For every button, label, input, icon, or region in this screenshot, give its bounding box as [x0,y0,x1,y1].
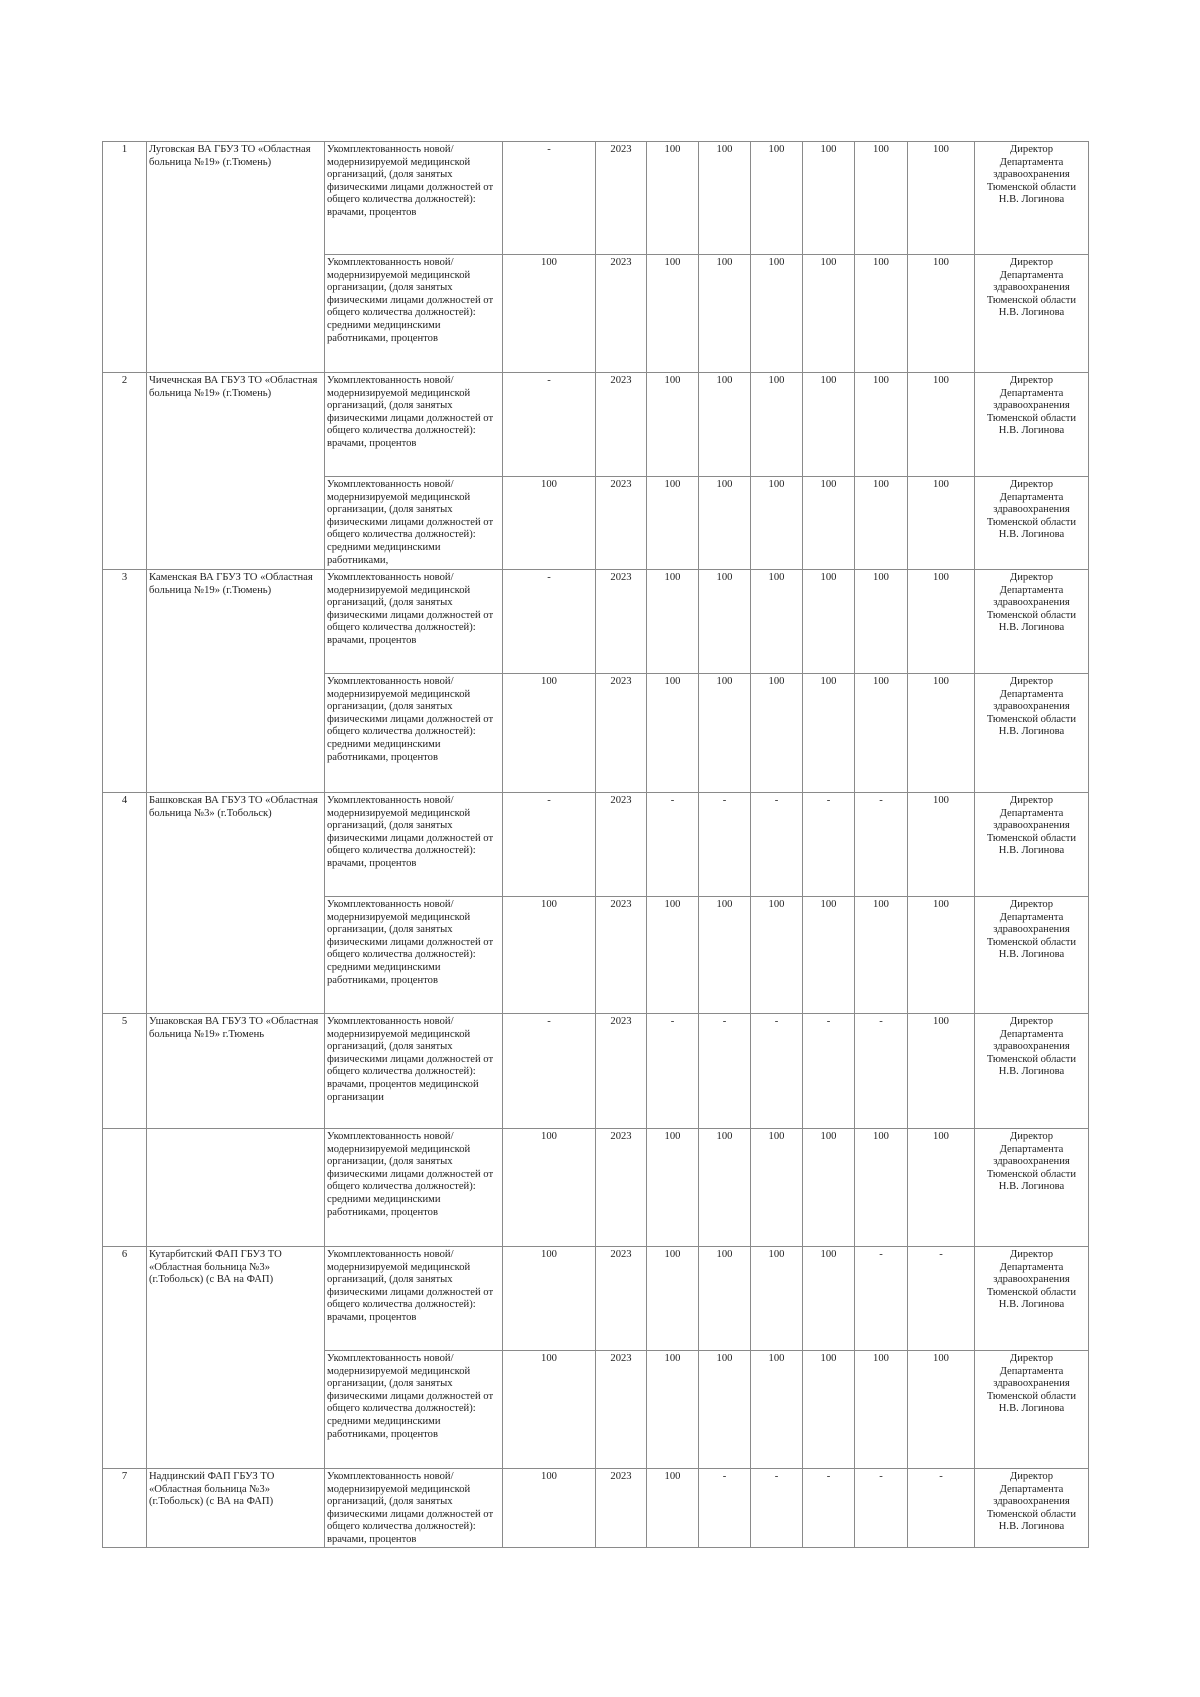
value-v6: 100 [908,477,975,570]
value-v6: 100 [908,1129,975,1247]
value-v1: 100 [647,1469,699,1548]
value-v1: 100 [647,570,699,674]
value-v1: - [647,793,699,897]
value-year: 2023 [596,142,647,255]
value-v1: 100 [647,674,699,793]
value-v6: 100 [908,570,975,674]
value-base: 100 [503,897,596,1014]
value-v4: 100 [803,1351,855,1469]
value-year: 2023 [596,793,647,897]
value-year: 2023 [596,373,647,477]
responsible-person: Директор Департамента здравоохранения Тюменской области Н.В. Логинова [975,793,1089,897]
value-v2: 100 [699,1351,751,1469]
organization-name: Луговская ВА ГБУЗ ТО «Областная больница №19» (г.Тюмень) [147,142,325,373]
value-v2: 100 [699,477,751,570]
responsible-person: Директор Департамента здравоохранения Тюменской области Н.В. Логинова [975,1351,1089,1469]
value-v5: - [855,793,908,897]
responsible-person: Директор Департамента здравоохранения Тюменской области Н.В. Логинова [975,142,1089,255]
value-v1: 100 [647,373,699,477]
table-row [103,1247,1089,1351]
indicator-name: Укомплектованность новой/модернизируемой медицинской организации, (доля занятых физическими лицами должностей от общего количества должностей): средними медицинскими работниками, процентов [325,255,503,373]
value-v3: - [751,1469,803,1548]
row-number-empty [103,1129,147,1247]
value-base: - [503,793,596,897]
value-year: 2023 [596,674,647,793]
value-v2: 100 [699,897,751,1014]
value-v6: 100 [908,1351,975,1469]
value-v4: 100 [803,373,855,477]
value-v2: - [699,1469,751,1548]
indicator-name: Укомплектованность новой/модернизируемой медицинской организаций, (доля занятых физическими лицами должностей от общего количества должностей): врачами, процентов медицинской организации [325,1014,503,1129]
organization-name: Надцинский ФАП ГБУЗ ТО «Областная больница №3» (г.Тобольск) (с ВА на ФАП) [147,1469,325,1548]
indicator-name: Укомплектованность новой/модернизируемой медицинской организации, (доля занятых физическими лицами должностей от общего количества должностей): средними медицинскими работниками, [325,477,503,570]
value-v6: 100 [908,373,975,477]
value-v5: - [855,1469,908,1548]
value-v1: 100 [647,477,699,570]
value-year: 2023 [596,1014,647,1129]
value-v3: 100 [751,1247,803,1351]
value-year: 2023 [596,477,647,570]
value-year: 2023 [596,897,647,1014]
row-number: 7 [103,1469,147,1548]
row-number: 6 [103,1247,147,1469]
responsible-person: Директор Департамента здравоохранения Тюменской области Н.В. Логинова [975,674,1089,793]
table-row [103,793,1089,897]
value-v1: 100 [647,897,699,1014]
indicator-name: Укомплектованность новой/модернизируемой медицинской организации, (доля занятых физическими лицами должностей от общего количества должностей): средними медицинскими работниками, процентов [325,674,503,793]
responsible-person: Директор Департамента здравоохранения Тюменской области Н.В. Логинова [975,477,1089,570]
value-year: 2023 [596,1469,647,1548]
value-v3: 100 [751,477,803,570]
value-v3: 100 [751,897,803,1014]
responsible-person: Директор Департамента здравоохранения Тюменской области Н.В. Логинова [975,1129,1089,1247]
organization-name: Каменская ВА ГБУЗ ТО «Областная больница №19» (г.Тюмень) [147,570,325,793]
value-v5: - [855,1014,908,1129]
value-v6: 100 [908,1014,975,1129]
responsible-person: Директор Департамента здравоохранения Тюменской области Н.В. Логинова [975,1014,1089,1129]
value-v4: - [803,1014,855,1129]
row-number: 1 [103,142,147,373]
value-v4: 100 [803,674,855,793]
value-v5: 100 [855,1129,908,1247]
value-v3: - [751,793,803,897]
indicators-table [102,141,1089,1548]
value-v6: 100 [908,255,975,373]
value-v2: - [699,1014,751,1129]
value-v3: - [751,1014,803,1129]
value-v6: 100 [908,897,975,1014]
value-v2: 100 [699,674,751,793]
value-v5: 100 [855,570,908,674]
value-base: 100 [503,1129,596,1247]
indicator-name: Укомплектованность новой/модернизируемой медицинской организации, (доля занятых физическими лицами должностей от общего количества должностей): средними медицинскими работниками, процентов [325,1129,503,1247]
table-row [103,570,1089,674]
value-v3: 100 [751,142,803,255]
value-v5: 100 [855,674,908,793]
table-row [103,1014,1089,1129]
indicator-name: Укомплектованность новой/модернизируемой медицинской организации, (доля занятых физическими лицами должностей от общего количества должностей): средними медицинскими работниками, процентов [325,897,503,1014]
value-base: 100 [503,674,596,793]
indicator-name: Укомплектованность новой/модернизируемой медицинской организаций, (доля занятых физическими лицами должностей от общего количества должностей): врачами, процентов [325,1247,503,1351]
responsible-person: Директор Департамента здравоохранения Тюменской области Н.В. Логинова [975,1247,1089,1351]
indicator-name: Укомплектованность новой/модернизируемой медицинской организаций, (доля занятых физическими лицами должностей от общего количества должностей): врачами, процентов [325,142,503,255]
value-v4: 100 [803,1129,855,1247]
value-v4: 100 [803,897,855,1014]
row-number: 5 [103,1014,147,1129]
value-base: - [503,570,596,674]
value-base: 100 [503,1469,596,1548]
value-v2: 100 [699,255,751,373]
value-base: - [503,142,596,255]
value-v1: 100 [647,1247,699,1351]
value-v6: - [908,1469,975,1548]
value-v5: 100 [855,1351,908,1469]
indicator-name: Укомплектованность новой/модернизируемой медицинской организаций, (доля занятых физическими лицами должностей от общего количества должностей): врачами, процентов [325,793,503,897]
value-v3: 100 [751,1129,803,1247]
value-v2: - [699,793,751,897]
value-v4: - [803,1469,855,1548]
table-row [103,373,1089,477]
value-v2: 100 [699,1247,751,1351]
value-v5: 100 [855,142,908,255]
value-v4: 100 [803,1247,855,1351]
value-v3: 100 [751,674,803,793]
indicator-name: Укомплектованность новой/модернизируемой медицинской организации, (доля занятых физическими лицами должностей от общего количества должностей): средними медицинскими работниками, процентов [325,1351,503,1469]
row-number: 2 [103,373,147,570]
value-v1: 100 [647,255,699,373]
table-row [103,142,1089,255]
value-v6: 100 [908,674,975,793]
indicator-name: Укомплектованность новой/модернизируемой медицинской организаций, (доля занятых физическими лицами должностей от общего количества должностей): врачами, процентов [325,1469,503,1548]
value-base: 100 [503,1247,596,1351]
value-base: - [503,373,596,477]
value-v6: - [908,1247,975,1351]
table-row [103,1129,1089,1247]
value-base: 100 [503,1351,596,1469]
indicator-name: Укомплектованность новой/модернизируемой медицинской организаций, (доля занятых физическими лицами должностей от общего количества должностей): врачами, процентов [325,373,503,477]
value-base: - [503,1014,596,1129]
value-v4: - [803,793,855,897]
value-v6: 100 [908,142,975,255]
value-v4: 100 [803,477,855,570]
value-v3: 100 [751,373,803,477]
organization-name: Чичечнская ВА ГБУЗ ТО «Областная больница №19» (г.Тюмень) [147,373,325,570]
indicator-name: Укомплектованность новой/модернизируемой медицинской организаций, (доля занятых физическими лицами должностей от общего количества должностей): врачами, процентов [325,570,503,674]
value-v5: 100 [855,477,908,570]
responsible-person: Директор Департамента здравоохранения Тюменской области Н.В. Логинова [975,255,1089,373]
value-v2: 100 [699,373,751,477]
value-v1: - [647,1014,699,1129]
value-year: 2023 [596,570,647,674]
value-year: 2023 [596,1351,647,1469]
value-v5: 100 [855,897,908,1014]
table-row [103,1469,1089,1548]
organization-name-empty [147,1129,325,1247]
value-v4: 100 [803,142,855,255]
value-v4: 100 [803,255,855,373]
responsible-person: Директор Департамента здравоохранения Тюменской области Н.В. Логинова [975,897,1089,1014]
value-v2: 100 [699,1129,751,1247]
value-base: 100 [503,477,596,570]
responsible-person: Директор Департамента здравоохранения Тюменской области Н.В. Логинова [975,570,1089,674]
value-v3: 100 [751,570,803,674]
organization-name: Кутарбитский ФАП ГБУЗ ТО «Областная больница №3» (г.Тобольск) (с ВА на ФАП) [147,1247,325,1469]
value-v1: 100 [647,1129,699,1247]
value-v2: 100 [699,570,751,674]
value-year: 2023 [596,1129,647,1247]
value-v1: 100 [647,142,699,255]
responsible-person: Директор Департамента здравоохранения Тюменской области Н.В. Логинова [975,1469,1089,1548]
value-year: 2023 [596,1247,647,1351]
responsible-person: Директор Департамента здравоохранения Тюменской области Н.В. Логинова [975,373,1089,477]
row-number: 3 [103,570,147,793]
value-year: 2023 [596,255,647,373]
value-base: 100 [503,255,596,373]
value-v5: 100 [855,255,908,373]
organization-name: Ушаковская ВА ГБУЗ ТО «Областная больница №19» г.Тюмень [147,1014,325,1129]
row-number: 4 [103,793,147,1014]
table-body [103,142,1089,1548]
value-v1: 100 [647,1351,699,1469]
value-v2: 100 [699,142,751,255]
value-v5: - [855,1247,908,1351]
organization-name: Башковская ВА ГБУЗ ТО «Областная больница №3» (г.Тобольск) [147,793,325,1014]
value-v6: 100 [908,793,975,897]
value-v5: 100 [855,373,908,477]
value-v3: 100 [751,255,803,373]
value-v3: 100 [751,1351,803,1469]
value-v4: 100 [803,570,855,674]
